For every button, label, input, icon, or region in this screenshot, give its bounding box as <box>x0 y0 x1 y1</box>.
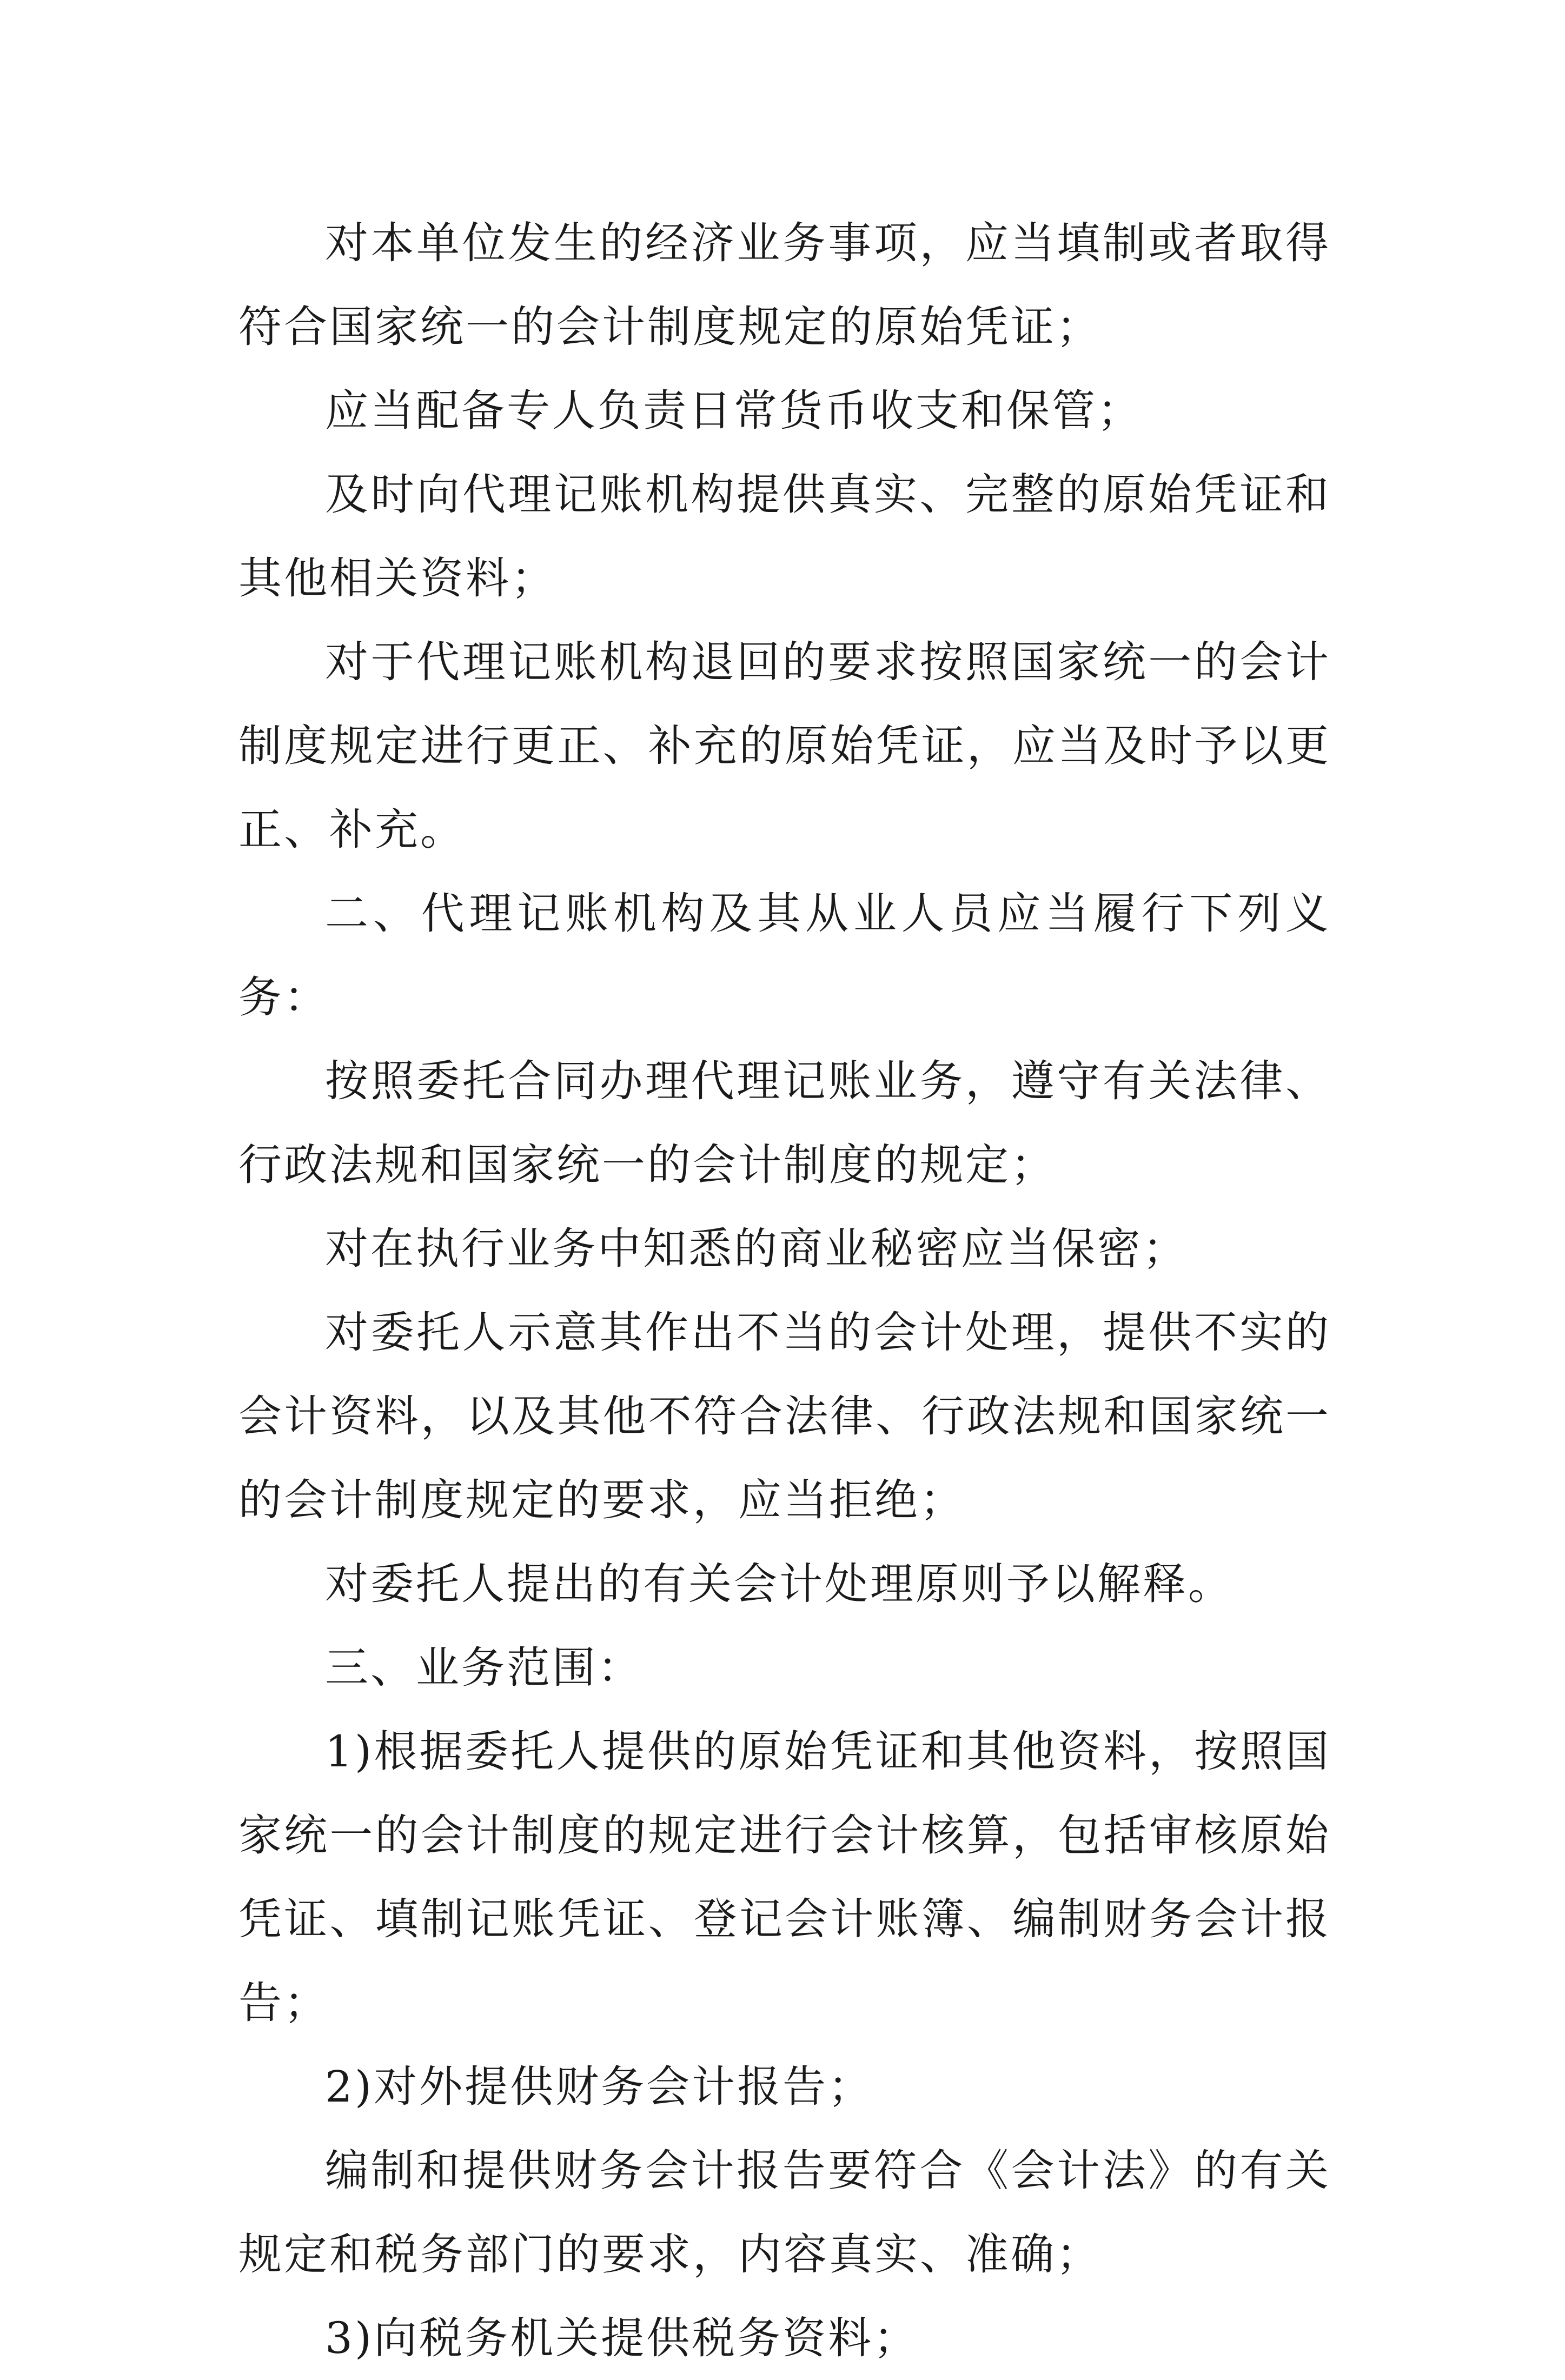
section-heading: 二、代理记账机构及其从业人员应当履行下列义务： <box>238 888 1331 1022</box>
paragraph: 对委托人示意其作出不当的会计处理，提供不实的会计资料，以及其他不符合法律、行政法规和国家统一的会计制度规定的要求，应当拒绝； <box>238 1307 1331 1525</box>
paragraph: 对本单位发生的经济业务事项，应当填制或者取得符合国家统一的会计制度规定的原始凭证； <box>238 218 1331 352</box>
list-item: 2)对外提供财务会计报告； <box>325 2062 874 2112</box>
paragraph: 及时向代理记账机构提供真实、完整的原始凭证和其他相关资料； <box>238 469 1331 603</box>
paragraph: 应当配备专人负责日常货币收支和保管； <box>325 385 1143 436</box>
paragraph: 对于代理记账机构退回的要求按照国家统一的会计制度规定进行更正、补充的原始凭证，应当及时予以更正、补充。 <box>238 637 1331 855</box>
paragraph: 对委托人提出的有关会计处理原则予以解释。 <box>325 1559 1234 1609</box>
paragraph: 编制和提供财务会计报告要符合《会计法》的有关规定和税务部门的要求，内容真实、准确； <box>238 2145 1331 2279</box>
list-item: 1)根据委托人提供的原始凭证和其他资料，按照国家统一的会计制度的规定进行会计核算，包括审核原始凭证、填制记账凭证、登记会计账簿、编制财务会计报告； <box>238 1726 1331 2028</box>
document-body <box>238 201 1331 2380</box>
list-item: 3)向税务机关提供税务资料； <box>325 2313 919 2363</box>
section-heading: 三、业务范围： <box>325 1643 643 1693</box>
paragraph: 对在执行业务中知悉的商业秘密应当保密； <box>325 1224 1188 1274</box>
paragraph: 按照委托合同办理代理记账业务，遵守有关法律、行政法规和国家统一的会计制度的规定； <box>238 1056 1331 1190</box>
